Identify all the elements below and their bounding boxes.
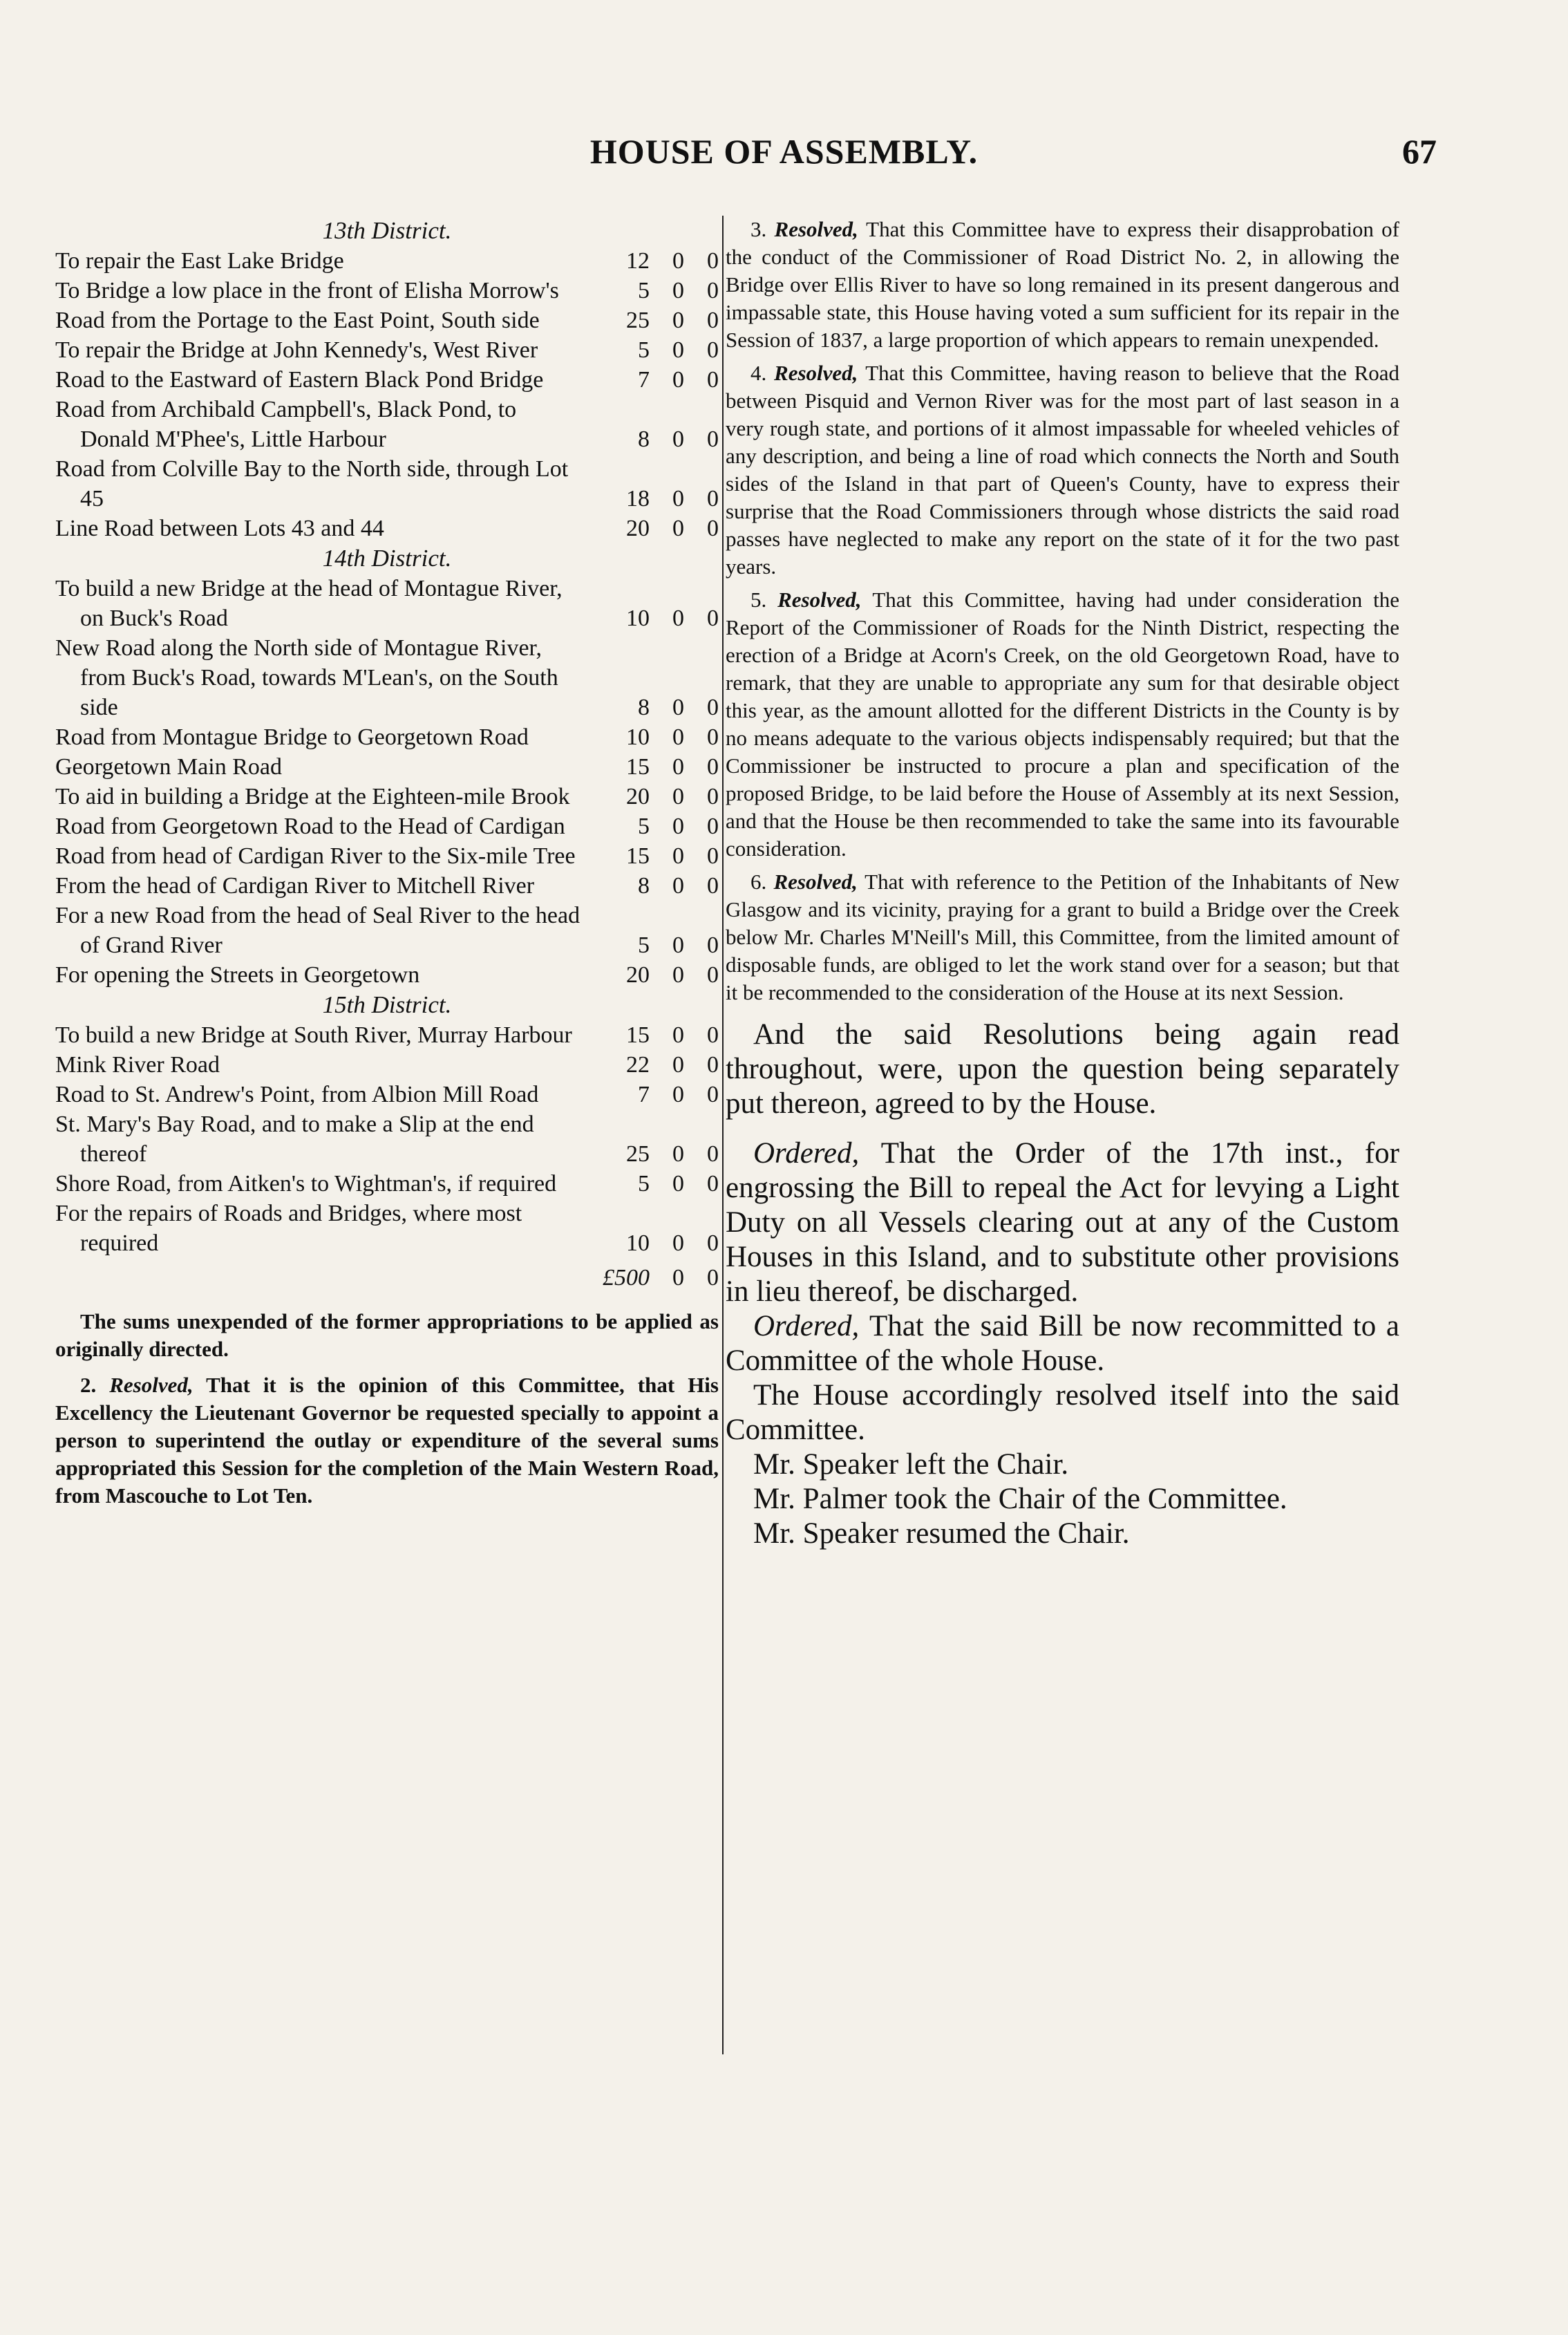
appropriations-list: [55, 216, 719, 1258]
resolution-number: 3.: [750, 217, 775, 241]
amount-pounds: 8: [638, 426, 650, 452]
appropriation-amount: [587, 841, 719, 871]
proceeding-text: Mr. Palmer took the Chair of the Committee.: [753, 1483, 1287, 1515]
amount-pounds: 10: [626, 724, 650, 750]
column-divider: [722, 216, 724, 2054]
amount-pence: 0: [707, 308, 719, 333]
amount-pounds: 5: [638, 1171, 650, 1197]
amount-shillings: 0: [672, 1082, 684, 1107]
appropriation-row: [55, 246, 719, 276]
appropriation-description: To repair the Bridge at John Kennedy's, West River: [55, 337, 538, 363]
appropriation-row: [55, 960, 719, 990]
appropriation-row: [55, 365, 719, 395]
appropriation-row: [55, 871, 719, 901]
amount-shillings: 0: [672, 337, 684, 363]
appropriation-row: [55, 812, 719, 841]
appropriation-description: To Bridge a low place in the front of Elisha Morrow's: [55, 278, 559, 303]
appropriation-description: Road from Colville Bay to the North side, through Lot 45: [55, 456, 569, 512]
appropriation-description: Road to the Eastward of Eastern Black Pond Bridge: [55, 367, 544, 393]
running-head: [55, 131, 1513, 180]
district-heading: 13th District.: [322, 217, 452, 244]
amount-shillings: 0: [672, 1052, 684, 1078]
appropriation-description: Road from the Portage to the East Point, South side: [55, 308, 540, 333]
amount-shillings: 0: [672, 1141, 684, 1167]
resolution-2-number: 2.: [80, 1373, 97, 1397]
amount-shillings: 0: [672, 1171, 684, 1197]
appropriation-amount: [587, 960, 719, 990]
appropriation-description: For the repairs of Roads and Bridges, where most required: [55, 1201, 522, 1256]
resolutions-list: [726, 216, 1399, 1006]
appropriation-amount: [587, 335, 719, 365]
appropriation-row: [55, 1080, 719, 1109]
amount-pounds: 5: [638, 278, 650, 303]
appropriation-amount: [587, 1080, 719, 1109]
amount-pence: 0: [707, 1022, 719, 1048]
resolution-paragraph: [726, 586, 1399, 863]
appropriation-amount: [587, 603, 719, 633]
amount-pounds: 15: [626, 1022, 650, 1048]
page-title: HOUSE OF ASSEMBLY.: [589, 132, 979, 171]
total-pounds: £500: [603, 1265, 650, 1291]
appropriation-amount: [587, 782, 719, 812]
amount-pence: 0: [707, 754, 719, 780]
resolved-word: Resolved,: [774, 217, 867, 241]
amount-pounds: 25: [626, 308, 650, 333]
appropriation-amount: [587, 424, 719, 454]
proceeding-paragraph: [726, 1517, 1399, 1551]
proceeding-text: Mr. Speaker left the Chair.: [753, 1448, 1069, 1481]
appropriation-description: To repair the East Lake Bridge: [55, 248, 344, 274]
right-column: [726, 216, 1399, 1551]
amount-pence: 0: [707, 337, 719, 363]
appropriation-amount: [587, 276, 719, 306]
amount-pounds: 15: [626, 843, 650, 869]
amount-shillings: 0: [672, 724, 684, 750]
appropriation-row: [55, 514, 719, 543]
appropriation-amount: [587, 871, 719, 901]
appropriation-amount: [587, 1169, 719, 1199]
proceeding-paragraph: [726, 1447, 1399, 1482]
appropriation-amount: [587, 812, 719, 841]
amount-pence: 0: [707, 784, 719, 809]
appropriation-amount: [587, 1228, 719, 1258]
appropriation-amount: [587, 693, 719, 722]
proceeding-text: That the said Bill be now recommitted to a Committee of the whole House.: [726, 1310, 1399, 1377]
resolution-2: [55, 1371, 719, 1510]
resolution-text: That this Committee, having had under consideration the Report of the Commissioner of Roads for the Ninth District, respecting the erection of a Bridge at Acorn's Creek, on the old Georgetown Road, have to remark, that they are unable to appropriate any sum for that desirable object this year, as the amount allotted for the different Districts in the County is by no means adequate to the various objects indispensably required; but that the Commissioner be instructed to procure a plan and specification of the proposed Bridge, to be laid before the House of Assembly at its next Session, and that the House be then recommended to take the same into its favourable consideration.: [726, 588, 1399, 861]
amount-pence: 0: [707, 1230, 719, 1256]
total-pence: 0: [707, 1265, 719, 1291]
proceeding-text: The House accordingly resolved itself into the said Committee.: [726, 1379, 1399, 1446]
appropriation-row: [55, 782, 719, 812]
proceeding-text: Mr. Speaker resumed the Chair.: [753, 1517, 1130, 1550]
amount-shillings: 0: [672, 1022, 684, 1048]
amount-shillings: 0: [672, 962, 684, 988]
appropriation-description: New Road along the North side of Montague River, from Buck's Road, towards M'Lean's, on the South side: [55, 635, 558, 720]
amount-pounds: 10: [626, 606, 650, 631]
amount-shillings: 0: [672, 308, 684, 333]
appropriation-description: To build a new Bridge at South River, Murray Harbour: [55, 1022, 572, 1048]
left-column: [55, 216, 719, 1510]
amount-pence: 0: [707, 278, 719, 303]
proceeding-paragraph: [726, 1482, 1399, 1517]
amount-shillings: 0: [672, 932, 684, 958]
appropriation-row: [55, 1050, 719, 1080]
appropriation-row: [55, 841, 719, 871]
appropriation-description: Line Road between Lots 43 and 44: [55, 516, 384, 541]
amount-shillings: 0: [672, 1230, 684, 1256]
resolved-word: Resolved,: [777, 588, 873, 612]
amount-shillings: 0: [672, 784, 684, 809]
appropriation-row: [55, 276, 719, 306]
amount-pence: 0: [707, 1171, 719, 1197]
district-heading: 14th District.: [322, 545, 452, 572]
appropriation-description: Road from Montague Bridge to Georgetown Road: [55, 724, 529, 750]
amount-shillings: 0: [672, 248, 684, 274]
amount-pounds: 5: [638, 814, 650, 839]
amount-pence: 0: [707, 426, 719, 452]
resolved-word: Resolved,: [774, 361, 866, 385]
appropriation-description: Road from Georgetown Road to the Head of Cardigan: [55, 814, 565, 839]
resolution-2-text: That it is the opinion of this Committee, that His Excellency the Lieutenant Governor be requested specially to appoint a person to superintend the outlay or expenditure of the several sums appropriated this Session for the completion of the Main Western Road, from Mascouche to Lot Ten.: [55, 1373, 719, 1508]
appropriation-row: [55, 306, 719, 335]
appropriation-row: [55, 1020, 719, 1050]
appropriation-row: [55, 395, 719, 454]
amount-shillings: 0: [672, 843, 684, 869]
appropriation-amount: [587, 484, 719, 514]
proceeding-paragraph: [726, 1018, 1399, 1121]
resolution-paragraph: [726, 359, 1399, 581]
amount-pence: 0: [707, 932, 719, 958]
amount-pence: 0: [707, 873, 719, 899]
resolution-number: 6.: [750, 870, 774, 894]
resolution-2-word: Resolved,: [109, 1373, 193, 1397]
amount-pounds: 12: [626, 248, 650, 274]
appropriation-amount: [587, 1050, 719, 1080]
appropriation-description: To aid in building a Bridge at the Eighteen-mile Brook: [55, 784, 570, 809]
resolved-word: Resolved,: [773, 870, 865, 894]
amount-pounds: 20: [626, 784, 650, 809]
amount-pence: 0: [707, 367, 719, 393]
amount-pence: 0: [707, 516, 719, 541]
resolution-paragraph: [726, 868, 1399, 1006]
amount-pounds: 8: [638, 695, 650, 720]
amount-pounds: 25: [626, 1141, 650, 1167]
appropriation-row: [55, 901, 719, 960]
amount-pence: 0: [707, 724, 719, 750]
appropriation-description: From the head of Cardigan River to Mitchell River: [55, 873, 535, 899]
appropriation-description: Road from Archibald Campbell's, Black Pond, to Donald M'Phee's, Little Harbour: [55, 397, 517, 452]
appropriation-row: [55, 1199, 719, 1258]
amount-pence: 0: [707, 695, 719, 720]
amount-pence: 0: [707, 1082, 719, 1107]
appropriation-description: To build a new Bridge at the head of Montague River, on Buck's Road: [55, 576, 563, 631]
ordered-word: Ordered,: [753, 1310, 869, 1342]
appropriation-description: Road from head of Cardigan River to the Six-mile Tree: [55, 843, 576, 869]
appropriation-amount: [587, 514, 719, 543]
unexpended-sums-note: The sums unexpended of the former appropriations to be applied as originally directed.: [55, 1309, 719, 1361]
appropriation-description: For opening the Streets in Georgetown: [55, 962, 420, 988]
appropriation-description: Mink River Road: [55, 1052, 220, 1078]
amount-shillings: 0: [672, 695, 684, 720]
appropriation-row: [55, 633, 719, 722]
ordered-word: Ordered,: [753, 1137, 881, 1170]
appropriation-row: [55, 752, 719, 782]
amount-pence: 0: [707, 1052, 719, 1078]
resolution-text: That this Committee have to express their disapprobation of the conduct of the Commissioner of Road District No. 2, in allowing the Bridge over Ellis River to have so long remained in its present dangerous and impassable state, this House having voted a sum sufficient for its repair in the Session of 1837, a large proportion of which appears to remain unexpended.: [726, 217, 1400, 352]
proceeding-text: And the said Resolutions being again read throughout, were, upon the question being separately put thereon, agreed to by the House.: [726, 1018, 1399, 1120]
page-number: 67: [1402, 132, 1437, 171]
total-row: [55, 1262, 719, 1294]
proceeding-text: That the Order of the 17th inst., for engrossing the Bill to repeal the Act for levying a Light Duty on all Vessels clearing out at any of the Custom Houses in this Island, and to substitute other provisions in lieu thereof, be discharged.: [726, 1137, 1399, 1308]
amount-pounds: 15: [626, 754, 650, 780]
proceedings-list: [726, 1018, 1399, 1551]
total-shillings: 0: [672, 1265, 684, 1291]
amount-pounds: 8: [638, 873, 650, 899]
resolution-paragraph: [726, 216, 1399, 354]
amount-pounds: 7: [638, 1082, 650, 1107]
district-heading: 15th District.: [322, 991, 452, 1018]
amount-pence: 0: [707, 248, 719, 274]
appropriation-amount: [587, 930, 719, 960]
resolution-text: That this Committee, having reason to believe that the Road between Pisquid and Vernon River was for the most part of last season in a very rough state, and portions of it almost impassable for wheeled vehicles of any description, and being a line of road which connects the North and South sides of the Island in that part of Queen's County, have to express their surprise that the Road Commissioners through whose districts the said road passes have neglected to make any report on the state of it for the two past years.: [726, 361, 1400, 579]
appropriation-amount: [587, 246, 719, 276]
amount-pounds: 22: [626, 1052, 650, 1078]
amount-shillings: 0: [672, 814, 684, 839]
amount-pence: 0: [707, 814, 719, 839]
appropriation-amount: [587, 306, 719, 335]
proceeding-paragraph: [726, 1136, 1399, 1309]
amount-shillings: 0: [672, 426, 684, 452]
amount-pounds: 20: [626, 962, 650, 988]
appropriation-row: [55, 335, 719, 365]
amount-pounds: 10: [626, 1230, 650, 1256]
amount-pounds: 7: [638, 367, 650, 393]
appropriation-row: [55, 1169, 719, 1199]
appropriation-description: For a new Road from the head of Seal River to the head of Grand River: [55, 903, 580, 958]
resolution-text: That with reference to the Petition of the Inhabitants of New Glasgow and its vicinity, praying for a grant to build a Bridge over the Creek below Mr. Charles M'Neill's Mill, this Committee, from the limited amount of disposable funds, are obliged to let the work stand over for a season; but that it be recommended to the consideration of the House at its next Session.: [726, 870, 1400, 1004]
amount-shillings: 0: [672, 873, 684, 899]
appropriation-amount: [587, 722, 719, 752]
proceeding-paragraph: [726, 1378, 1399, 1447]
proceeding-paragraph: [726, 1309, 1399, 1378]
amount-pounds: 20: [626, 516, 650, 541]
resolution-number: 4.: [750, 361, 775, 385]
amount-shillings: 0: [672, 516, 684, 541]
appropriation-row: [55, 574, 719, 633]
appropriation-description: St. Mary's Bay Road, and to make a Slip at the end thereof: [55, 1112, 534, 1167]
appropriation-description: Georgetown Main Road: [55, 754, 282, 780]
appropriation-description: Shore Road, from Aitken's to Wightman's, if required: [55, 1171, 557, 1197]
appropriation-row: [55, 454, 719, 514]
appropriation-amount: [587, 365, 719, 395]
resolution-number: 5.: [750, 588, 778, 612]
appropriation-amount: [587, 752, 719, 782]
amount-pence: 0: [707, 1141, 719, 1167]
appropriation-amount: [587, 1139, 719, 1169]
amount-shillings: 0: [672, 486, 684, 512]
amount-pounds: 5: [638, 337, 650, 363]
amount-shillings: 0: [672, 606, 684, 631]
amount-shillings: 0: [672, 367, 684, 393]
appropriation-row: [55, 1109, 719, 1169]
appropriation-amount: [587, 1020, 719, 1050]
amount-shillings: 0: [672, 754, 684, 780]
amount-pounds: 18: [626, 486, 650, 512]
amount-shillings: 0: [672, 278, 684, 303]
amount-pence: 0: [707, 486, 719, 512]
amount-pounds: 5: [638, 932, 650, 958]
amount-pence: 0: [707, 843, 719, 869]
amount-pence: 0: [707, 962, 719, 988]
appropriation-description: Road to St. Andrew's Point, from Albion Mill Road: [55, 1082, 539, 1107]
appropriation-row: [55, 722, 719, 752]
amount-pence: 0: [707, 606, 719, 631]
